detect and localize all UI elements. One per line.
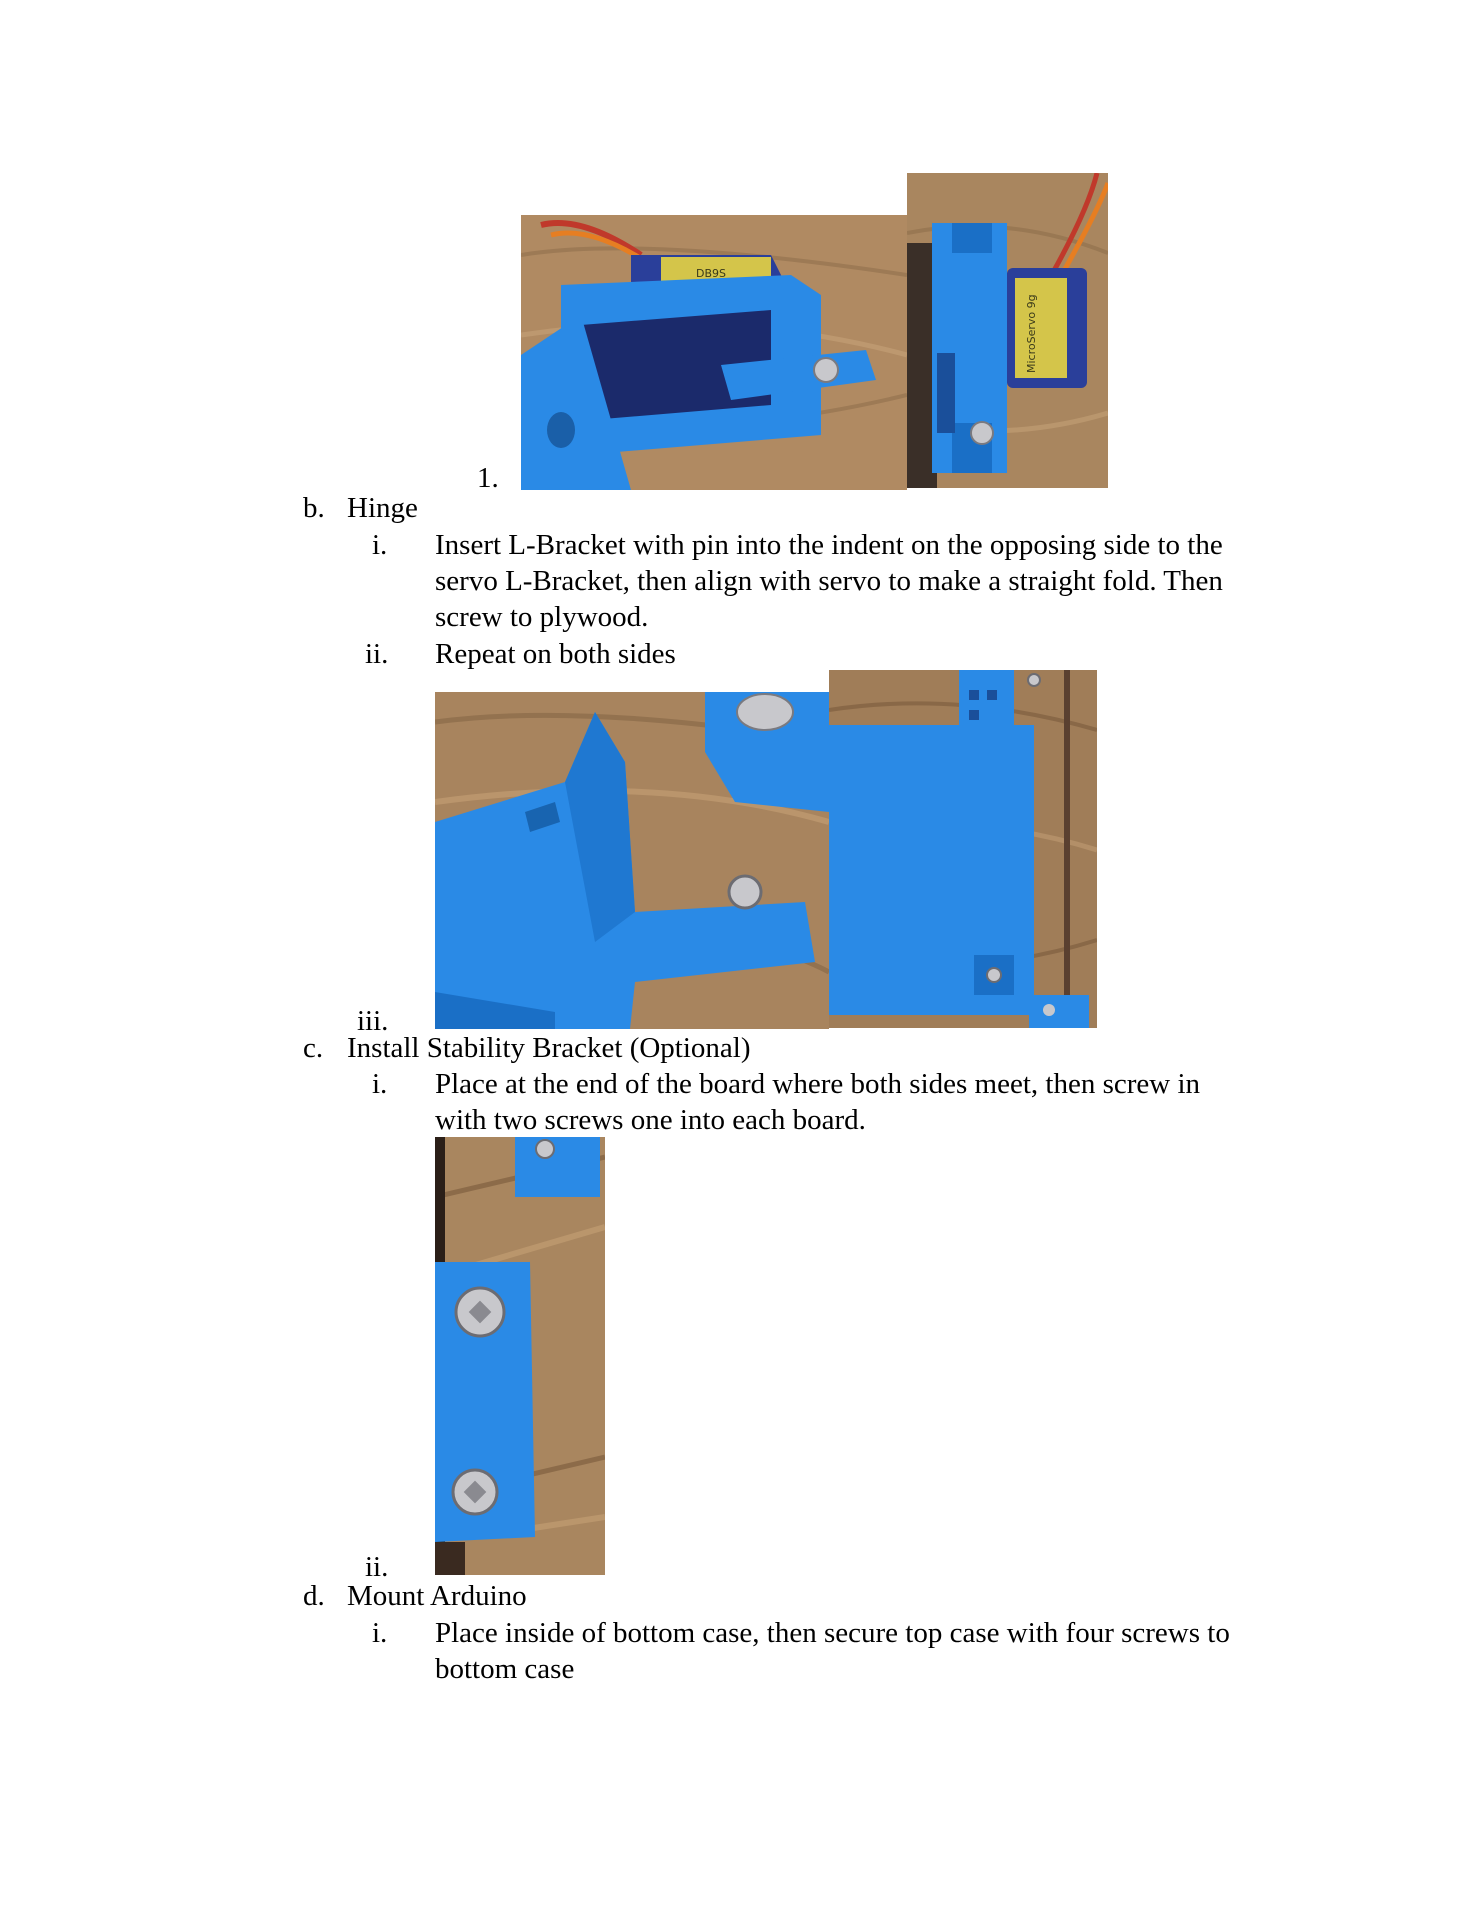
instruction-text xyxy=(435,1066,1200,1138)
instruction-text xyxy=(435,636,676,672)
instruction-text xyxy=(435,1615,1230,1687)
instruction-text xyxy=(435,527,1223,635)
section-title: Mount Arduino xyxy=(347,1580,527,1612)
text-line: screw to plywood. xyxy=(435,601,649,633)
servo-bracket-photo-angle xyxy=(521,215,907,490)
section-title: Hinge xyxy=(347,492,418,524)
list-marker: ii. xyxy=(365,1551,389,1583)
text-line: bottom case xyxy=(435,1653,575,1685)
servo-label-text: DB9S xyxy=(696,267,726,280)
list-marker: i. xyxy=(372,1617,388,1649)
list-marker: iii. xyxy=(357,1005,389,1037)
list-marker: i. xyxy=(372,1068,388,1100)
text-line: Repeat on both sides xyxy=(435,638,676,670)
list-marker: 1. xyxy=(477,462,499,494)
text-line: Place inside of bottom case, then secure top case with four screws to xyxy=(435,1617,1230,1649)
text-line: servo L-Bracket, then align with servo to make a straight fold. Then xyxy=(435,565,1223,597)
text-line: Place at the end of the board where both sides meet, then screw in xyxy=(435,1068,1201,1100)
hinge-photo-closeup xyxy=(435,692,829,1029)
section-marker: d. xyxy=(303,1580,325,1612)
hinge-photo-overhead xyxy=(829,670,1097,1028)
text-line: Insert L-Bracket with pin into the indent on the opposing side to the xyxy=(435,529,1223,561)
text-line: with two screws one into each board. xyxy=(435,1104,866,1136)
section-title: Install Stability Bracket (Optional) xyxy=(347,1032,751,1064)
list-marker: ii. xyxy=(365,638,389,670)
section-marker: b. xyxy=(303,492,325,524)
servo-label-text: MicroServo 9g xyxy=(1025,294,1038,373)
stability-bracket-photo xyxy=(435,1137,605,1575)
list-marker: i. xyxy=(372,529,388,561)
section-marker: c. xyxy=(303,1032,324,1064)
servo-bracket-photo-side xyxy=(907,173,1108,488)
